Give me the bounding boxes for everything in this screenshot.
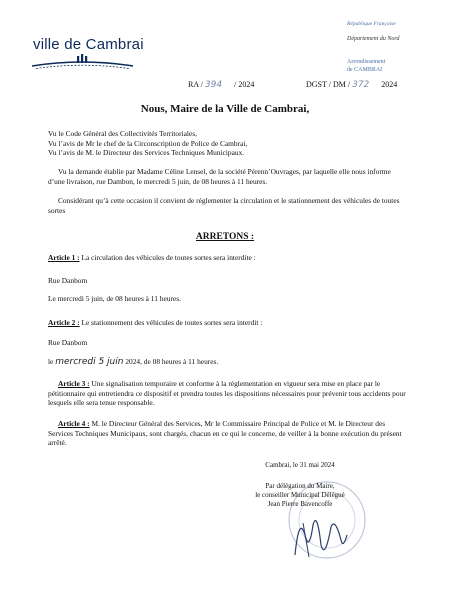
article-3: Article 3 : Une signalisation temporaire et conforme à la réglementation en vigueur sera mise en place par le pétitionnaire qui entretiendra ce dispositif et prendra toutes les dispositions nécessaires pour prévenir tous accidents pour lesquels elle sera tenue responsable. [48,379,406,407]
article-2: Article 2 : Le stationnement des véhicules de toutes sortes sera interdit : [48,318,263,327]
considerations-list: Vu le Code Général des Collectivités Territoriales, Vu l’avis de Mr le chef de la Circonscription de Police de Cambrai, Vu l’avis de M. le Directeur des Services Techniques Municipaux. [48,129,248,157]
logo-text: ville de Cambrai [33,36,144,53]
request-paragraph: Vu la demande établie par Madame Céline Lensel, de la société Pérenn’Ouvrages, par laquelle elle nous informe d’une livraison, rue Dambon, le mercredi 5 juin, de 08 heures à 11 heures. [48,167,391,186]
article-1-when: Le mercredi 5 juin, de 08 heures à 11 heures. [48,294,181,303]
page-title: Nous, Maire de la Ville de Cambrai, [140,103,310,115]
dgst-reference: DGST / DM / 372 2024 [306,80,398,90]
consider-paragraph: Considérant qu’à cette occasion il convient de réglementer la circulation et le stationnement des véhicules de toutes sortes [48,196,400,215]
republic-label: République Française [347,21,396,27]
article-4: Article 4 : M. le Directeur Général des Services, Mr le Commissaire Principal de Police et M. le Directeur des Services Techniques Municipaux, sont chargés, chacun en ce qui le concerne, de veiller à la bonne exécution du présent arrêté. [48,419,402,447]
city-logo-icon [30,54,135,70]
ra-reference: RA / 394 / 2024 [188,80,255,90]
department-label: Département du Nord [347,36,400,42]
signature-icon [285,505,355,565]
article-2-when: le mercredi 5 juin 2024, de 08 heures à 11 heures. [48,357,219,367]
place-date: Cambrai, le 31 mai 2024 [265,461,335,469]
dgst-number: 372 [352,80,370,90]
article-1: Article 1 : La circulation des véhicules de toutes sortes sera interdite : [48,253,256,262]
article-2-street: Rue Danbom [48,338,88,347]
arretons-heading: ARRETONS : [195,232,255,242]
ra-number: 394 [204,80,223,90]
signature-block: Par délégation du Maire, le conseiller Municipal Délégué Jean Pierre Bavencoffe [255,482,345,508]
handwritten-date: mercredi 5 juin [55,357,124,367]
arrondissement-label: Arrondissement de CAMBRAI [347,59,386,73]
article-1-street: Rue Danbom [48,276,88,285]
